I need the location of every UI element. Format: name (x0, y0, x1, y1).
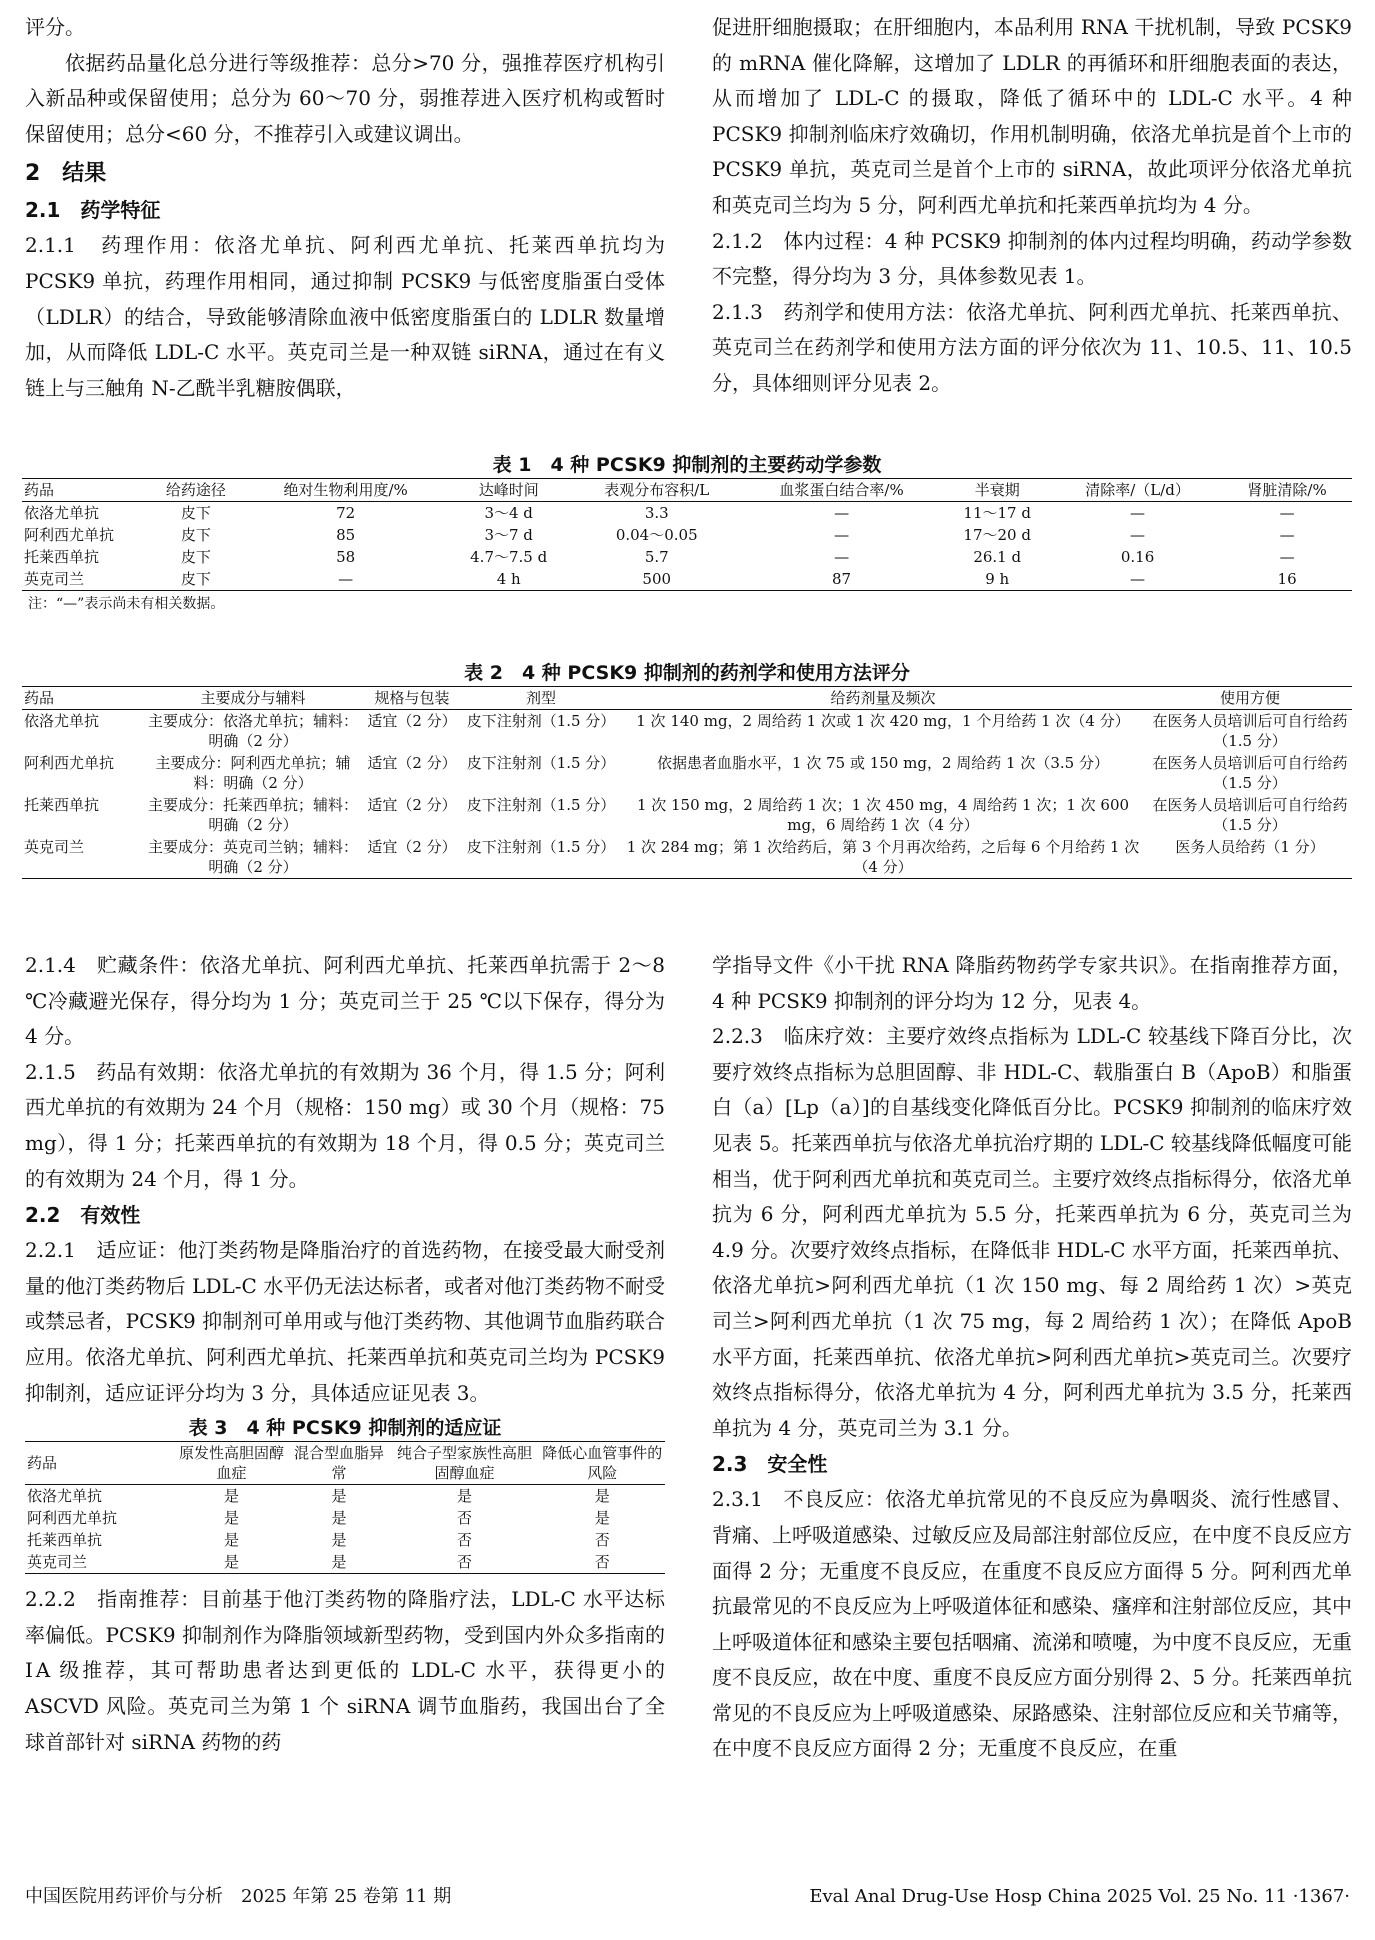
table-row (22, 546, 1352, 568)
table-cell: 主要成分：托莱西单抗；辅料：明确（2 分） (148, 796, 359, 834)
header-cell: 给药剂量及频次 (830, 689, 936, 707)
table-cell: 托莱西单抗 (27, 1531, 103, 1550)
table-cell: 阿利西尤单抗 (24, 526, 115, 544)
table-cell: 3～4 d (484, 504, 533, 522)
paragraph: 评分。 (25, 15, 85, 39)
table-cell: 皮下注射剂（1.5 分） (466, 712, 616, 730)
indication-table (25, 1441, 665, 1574)
paragraph: 2.1.2 体内过程：4 种 PCSK9 抑制剂的体内过程均明确，药动学参数不完整，得分均为 3 分，具体参数见表 1。 (712, 228, 1352, 289)
table-cell: 依据患者血脂水平，1 次 75 或 150 mg，2 周给药 1 次（3.5 分） (657, 754, 1109, 772)
table-cell: 是 (457, 1487, 473, 1506)
table-cell: 托莱西单抗 (24, 548, 100, 566)
table-cell: 英克司兰 (24, 838, 85, 856)
table-cell: 是 (594, 1509, 610, 1528)
table-cell: — (1279, 504, 1295, 522)
table-row (25, 1551, 665, 1574)
header-cell: 表观分布容积/L (604, 481, 710, 499)
table-title: 表 3 4 种 PCSK9 抑制剂的适应证 (188, 1417, 502, 1440)
table-cell: 皮下注射剂（1.5 分） (466, 796, 616, 814)
table-cell: 否 (457, 1509, 473, 1528)
paragraph: 依据药品量化总分进行等级推荐：总分>70 分，强推荐医疗机构引入新品种或保留使用；总分为 60～70 分，弱推荐进入医疗机构或暂时保留使用；总分<60 分，不推荐引入或建议调出。 (25, 50, 665, 146)
table-cell: 主要成分：依洛尤单抗；辅料：明确（2 分） (148, 712, 359, 750)
table-cell: 3～7 d (484, 526, 533, 544)
header-cell: 混合型血脂异常 (293, 1444, 384, 1483)
table-row (22, 502, 1352, 525)
pk-table (22, 478, 1352, 591)
table-cell: 是 (331, 1553, 347, 1572)
footer-journal-cn: 中国医院用药评价与分析 2025 年第 25 卷第 11 期 (25, 1886, 452, 1907)
table-cell: 11～17 d (963, 504, 1031, 522)
table-cell: — (834, 548, 850, 566)
table-note: 注：“—”表示尚未有相关数据。 (28, 596, 225, 612)
table-cell: 4 h (496, 570, 521, 588)
table-cell: 否 (594, 1531, 610, 1550)
header-cell: 药品 (27, 1454, 58, 1473)
table-cell: 是 (331, 1531, 347, 1550)
table-cell: — (834, 526, 850, 544)
table-header-row (22, 479, 1352, 502)
table-cell: 58 (336, 548, 356, 566)
table-cell: 1 次 150 mg，2 周给药 1 次；1 次 450 mg，4 周给药 1 次；1 次 600 mg，6 周给药 1 次（4 分） (636, 796, 1130, 834)
table-cell: 医务人员给药（1 分） (1175, 838, 1325, 856)
subsection-heading-pharmacy: 2.1 药学特征 (25, 198, 161, 223)
paragraph: 2.2.3 临床疗效：主要疗效终点指标为 LDL-C 较基线下降百分比，次要疗效终点指标为总胆固醇、非 HDL-C、载脂蛋白 B（ApoB）和脂蛋白（a）[Lp（a）]的自基线变化降低百分比。PCSK9 抑制剂的临床疗效见表 5。托莱西单抗与依洛尤单抗治疗期的 LDL-C 较基线降低幅度可能相当，优于阿利西尤单抗和英克司兰。主要疗效终点指标得分，依洛尤单抗为 6 分，阿利西尤单抗为 5.5 分，托莱西单抗为 6 分，英克司兰为 4.9 分。次要疗效终点指标，在降低非 HDL-C 水平方面，托莱西单抗、依洛尤单抗>阿利西尤单抗（1 次 150 mg、每 2 周给药 1 次）>英克司兰>阿利西尤单抗（1 次 75 mg，每 2 周给药 1 次）；在降低 ApoB 水平方面，托莱西单抗、依洛尤单抗>阿利西尤单抗>英克司兰。次要疗效终点指标得分，依洛尤单抗为 4 分，阿利西尤单抗为 3.5 分，托莱西单抗为 4 分，英克司兰为 3.1 分。 (712, 1024, 1352, 1440)
table-row (22, 710, 1352, 753)
header-cell: 肾脏清除/% (1247, 481, 1327, 499)
table-cell: — (834, 504, 850, 522)
paragraph: 促进肝细胞摄取；在肝细胞内，本品利用 RNA 干扰机制，导致 PCSK9 的 mRNA 催化降解，这增加了 LDLR 的再循环和肝细胞表面的表达，从而增加了 LDL-C 的摄取，降低了循环中的 LDL-C 水平。4 种 PCSK9 抑制剂临床疗效确切，作用机制明确，依洛尤单抗是首个上市的 PCSK9 单抗，英克司兰是首个上市的 siRNA，故此项评分依洛尤单抗和英克司兰均为 5 分，阿利西尤单抗和托莱西单抗均为 4 分。 (712, 15, 1352, 217)
table-cell: 皮下 (180, 526, 211, 544)
table-cell: 主要成分：阿利西尤单抗；辅料：明确（2 分） (155, 754, 351, 792)
subsection-heading-efficacy: 2.2 有效性 (25, 1203, 141, 1228)
header-cell: 剂型 (525, 689, 556, 707)
table-cell: 依洛尤单抗 (24, 712, 100, 730)
table-cell: 主要成分：英克司兰钠；辅料：明确（2 分） (148, 838, 359, 876)
table-cell: 阿利西尤单抗 (24, 754, 115, 772)
table-row (22, 794, 1352, 836)
table-cell: 皮下 (180, 570, 211, 588)
table-cell: 在医务人员培训后可自行给药（1.5 分） (1152, 712, 1348, 750)
table-cell: 0.04～0.05 (615, 526, 698, 544)
table-cell: 26.1 d (973, 548, 1022, 566)
table-cell: 是 (223, 1509, 239, 1528)
table-cell: 否 (457, 1553, 473, 1572)
table-cell: — (1279, 526, 1295, 544)
header-cell: 血浆蛋白结合率/% (779, 481, 904, 499)
header-cell: 降低心血管事件的风险 (542, 1444, 663, 1483)
table-2 (22, 660, 1352, 879)
table-cell: 依洛尤单抗 (24, 504, 100, 522)
table-cell: 是 (331, 1487, 347, 1506)
table-cell: 适宜（2 分） (367, 838, 457, 856)
table-row (25, 1485, 665, 1508)
table-3 (25, 1415, 665, 1574)
table-cell: 否 (457, 1531, 473, 1550)
table-cell: 是 (331, 1509, 347, 1528)
header-cell: 药品 (24, 481, 55, 499)
table-cell: — (1130, 570, 1146, 588)
table-cell: 500 (642, 570, 672, 588)
table-cell: 托莱西单抗 (24, 796, 100, 814)
table-cell: 是 (223, 1487, 239, 1506)
header-cell: 原发性高胆固醇血症 (178, 1444, 284, 1483)
table-header-row (22, 687, 1352, 710)
header-cell: 使用方便 (1219, 689, 1280, 707)
paragraph: 2.1.5 药品有效期：依洛尤单抗的有效期为 36 个月，得 1.5 分；阿利西尤单抗的有效期为 24 个月（规格：150 mg）或 30 个月（规格：75 mg），得 1 分；托莱西单抗的有效期为 18 个月，得 0.5 分；英克司兰的有效期为 24 个月，得 1 分。 (25, 1059, 665, 1191)
table-cell: 依洛尤单抗 (27, 1487, 103, 1506)
header-cell: 主要成分与辅料 (200, 689, 306, 707)
table-cell: 0.16 (1120, 548, 1155, 566)
table-cell: 1 次 140 mg，2 周给药 1 次或 1 次 420 mg，1 个月给药 1 次（4 分） (636, 712, 1130, 730)
header-cell: 半衰期 (974, 481, 1020, 499)
section-heading-results: 2 结果 (25, 161, 107, 187)
paragraph: 学指导文件《小干扰 RNA 降脂药物药学专家共识》。在指南推荐方面，4 种 PCSK9 抑制剂的评分均为 12 分，见表 4。 (712, 953, 1352, 1013)
table-cell: 阿利西尤单抗 (27, 1509, 118, 1528)
table-cell: 英克司兰 (24, 570, 85, 588)
header-cell: 规格与包装 (374, 689, 450, 707)
left-column-top (25, 10, 665, 406)
table-title: 表 2 4 种 PCSK9 抑制剂的药剂学和使用方法评分 (464, 662, 910, 684)
formulation-table (22, 686, 1352, 879)
table-cell: 否 (594, 1553, 610, 1572)
table-cell: 皮下 (180, 504, 211, 522)
table-row (22, 568, 1352, 591)
table-cell: 在医务人员培训后可自行给药（1.5 分） (1152, 796, 1348, 834)
table-row (22, 524, 1352, 546)
table-cell: 9 h (985, 570, 1010, 588)
table-cell: 87 (832, 570, 852, 588)
table-row (25, 1507, 665, 1529)
table-cell: — (1279, 548, 1295, 566)
table-cell: 72 (336, 504, 356, 522)
table-cell: 5.7 (644, 548, 669, 566)
table-cell: 85 (336, 526, 356, 544)
header-cell: 清除率/（L/d） (1085, 481, 1190, 499)
table-cell: 是 (223, 1531, 239, 1550)
header-cell: 药品 (24, 689, 55, 707)
table-row (22, 836, 1352, 879)
subsection-heading-safety: 2.3 安全性 (712, 1452, 828, 1477)
table-cell: 是 (223, 1553, 239, 1572)
table-row (25, 1529, 665, 1551)
table-cell: 在医务人员培训后可自行给药（1.5 分） (1152, 754, 1348, 792)
table-cell: — (338, 570, 354, 588)
table-cell: — (1130, 526, 1146, 544)
table-header-row (25, 1442, 665, 1485)
table-cell: 适宜（2 分） (367, 754, 457, 772)
left-column-bottom (25, 948, 665, 1760)
paragraph: 2.2.2 指南推荐：目前基于他汀类药物的降脂疗法，LDL-C 水平达标率偏低。PCSK9 抑制剂作为降脂领域新型药物，受到国内外众多指南的ⅠA 级推荐，其可帮助患者达到更低的 LDL-C 水平，获得更小的 ASCVD 风险。英克司兰为第 1 个 siRNA 调节血脂药，我国出台了全球首部针对 siRNA 药物的药 (25, 1587, 665, 1754)
table-cell: — (1130, 504, 1146, 522)
paragraph: 2.3.1 不良反应：依洛尤单抗常见的不良反应为鼻咽炎、流行性感冒、背痛、上呼吸道感染、过敏反应及局部注射部位反应，在中度不良反应方面得 2 分；无重度不良反应，在重度不良反应方面得 5 分。阿利西尤单抗最常见的不良反应为上呼吸道体征和感染、瘙痒和注射部位反应，其中上呼吸道体征和感染主要包括咽痛、流涕和喷嚏，为中度不良反应，无重度不良反应，故在中度、重度不良反应方面分别得 2、5 分。托莱西单抗常见的不良反应为上呼吸道感染、尿路感染、注射部位反应和关节痛等，在中度不良反应方面得 2 分；无重度不良反应，在重 (712, 1487, 1352, 1761)
footer-journal-en: Eval Anal Drug-Use Hosp China 2025 Vol. 25 No. 11 ·1367· (809, 1886, 1350, 1907)
table-cell: 3.3 (644, 504, 669, 522)
table-cell: 适宜（2 分） (367, 712, 457, 730)
table-cell: 17～20 d (963, 526, 1031, 544)
header-cell: 纯合子型家族性高胆固醇血症 (397, 1444, 533, 1483)
table-cell: 是 (594, 1487, 610, 1506)
paragraph: 2.2.1 适应证：他汀类药物是降脂治疗的首选药物，在接受最大耐受剂量的他汀类药物后 LDL-C 水平仍无法达标者，或者对他汀类药物不耐受或禁忌者，PCSK9 抑制剂可单用或与他汀类药物、其他调节血脂药联合应用。依洛尤单抗、阿利西尤单抗、托莱西单抗和英克司兰均为 PCSK9 抑制剂，适应证评分均为 3 分，具体适应证见表 3。 (25, 1238, 665, 1405)
header-cell: 绝对生物利用度/% (283, 481, 408, 499)
paragraph: 2.1.4 贮藏条件：依洛尤单抗、阿利西尤单抗、托莱西单抗需于 2～8 ℃冷藏避光保存，得分均为 1 分；英克司兰于 25 ℃以下保存，得分为 4 分。 (25, 953, 665, 1049)
paragraph: 2.1.3 药剂学和使用方法：依洛尤单抗、阿利西尤单抗、托莱西单抗、英克司兰在药剂学和使用方法方面的评分依次为 11、10.5、11、10.5 分，具体细则评分见表 2。 (712, 299, 1352, 395)
table-cell: 皮下注射剂（1.5 分） (466, 838, 616, 856)
table-cell: 适宜（2 分） (367, 796, 457, 814)
header-cell: 达峰时间 (478, 481, 539, 499)
paragraph: 2.1.1 药理作用：依洛尤单抗、阿利西尤单抗、托莱西单抗均为 PCSK9 单抗，药理作用相同，通过抑制 PCSK9 与低密度脂蛋白受体（LDLR）的结合，导致能够清除血液中低密度脂蛋白的 LDLR 数量增加，从而降低 LDL-C 水平。英克司兰是一种双链 siRNA，通过在有义链上与三触角 N-乙酰半乳糖胺偶联， (25, 233, 665, 400)
table-row (22, 752, 1352, 794)
table-1 (22, 452, 1352, 615)
header-cell: 给药途径 (165, 481, 226, 499)
right-column-bottom (712, 948, 1352, 1767)
table-cell: 皮下注射剂（1.5 分） (466, 754, 616, 772)
table-cell: 皮下 (180, 548, 211, 566)
right-column-top (712, 10, 1352, 402)
table-cell: 16 (1277, 570, 1297, 588)
table-title: 表 1 4 种 PCSK9 抑制剂的主要药动学参数 (492, 454, 882, 476)
table-cell: 1 次 284 mg；第 1 次给药后，第 3 个月再次给药，之后每 6 个月给药 1 次（4 分） (626, 838, 1140, 876)
table-cell: 4.7～7.5 d (470, 548, 548, 566)
table-cell: 英克司兰 (27, 1553, 88, 1572)
